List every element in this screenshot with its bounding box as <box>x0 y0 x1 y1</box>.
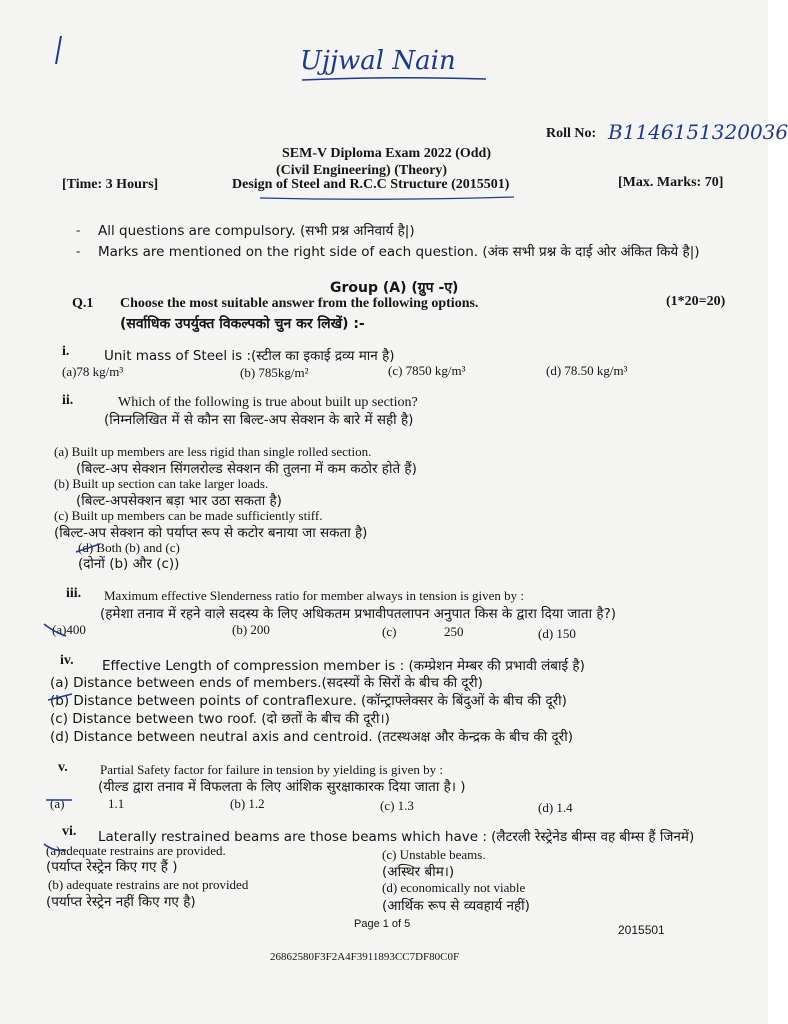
max-marks: [Max. Marks: 70] <box>618 175 724 190</box>
question-number: Q.1 <box>72 296 94 311</box>
sub-question-number: i. <box>62 344 70 359</box>
subject-title: Design of Steel and R.C.C Structure (2015501) <box>232 177 510 192</box>
option-a-hindi: (पर्याप्त रेस्ट्रेन किए गए हैं ) <box>46 859 178 875</box>
question-marks: (1*20=20) <box>666 294 726 309</box>
option-c: (c) Built up members can be made sufficiently stiff. <box>54 508 323 523</box>
option-a: (a) Distance between ends of members.(सदस्यों के सिरों के बीच की दूरी) <box>50 675 483 691</box>
sub-question-number: v. <box>58 760 68 775</box>
option-d: (d) 1.4 <box>538 800 573 815</box>
option-a-hindi: (बिल्ट-अप सेक्शन सिंगलरोल्ड सेक्शन की तुलना में कम कठोर होते हैं) <box>76 461 417 477</box>
option-d: (d) 78.50 kg/m³ <box>546 363 628 378</box>
sub-question-hindi: (निम्नलिखित में से कौन सा बिल्ट-अप सेक्शन के बारे में सही है) <box>104 412 414 428</box>
question-hindi: (सर्वाधिक उपर्युक्त विकल्पको चुन कर लिखें) :- <box>120 316 365 332</box>
option-c: (c) 1.3 <box>380 798 414 813</box>
option-a-value: 1.1 <box>108 796 125 811</box>
group-heading: Group (A) (ग्रुप -ए) <box>330 280 459 296</box>
handwritten-name: Ujjwal Nain <box>300 46 456 76</box>
question-text: Choose the most suitable answer from the following options. <box>120 296 479 311</box>
name-underline <box>300 74 490 84</box>
option-c: (c) 7850 kg/m³ <box>388 363 466 378</box>
option-c-value: 250 <box>444 624 464 639</box>
exam-title: SEM-V Diploma Exam 2022 (Odd) <box>282 146 491 161</box>
page-number: Page 1 of 5 <box>354 918 411 930</box>
option-d: (d) 150 <box>538 626 576 641</box>
option-d: (d) economically not viable <box>382 880 526 895</box>
option-d-hindi: (दोनों (b) और (c)) <box>78 556 180 572</box>
option-b: (b) 785kg/m² <box>240 365 309 380</box>
option-b-hindi: (बिल्ट-अपसेक्शन बड़ा भार उठा सकता है) <box>76 493 282 509</box>
paper-hash: 26862580F3F2A4F3911893CC7DF80C0F <box>270 951 460 963</box>
sub-question-hindi: (यील्ड द्वारा तनाव में विफलता के लिए आंशिक सुरक्षाकारक दिया जाता है। ) <box>98 779 466 795</box>
roll-label: Roll No: <box>546 126 597 141</box>
option-c: (c) Unstable beams. <box>382 847 486 862</box>
option-a: (a) <box>50 796 65 811</box>
sub-question-number: iii. <box>66 586 82 601</box>
option-c: (c) Distance between two roof. (दो छतों के बीच की दूरी।) <box>50 711 390 727</box>
answer-tick-mark <box>40 618 70 640</box>
handwritten-mark <box>50 34 68 68</box>
answer-tick-mark <box>74 540 104 556</box>
option-c-hindi: (अस्थिर बीम।) <box>382 864 455 880</box>
sub-question-text: Partial Safety factor for failure in tension by yielding is given by : <box>100 762 443 777</box>
branch: (Civil Engineering) (Theory) <box>276 163 448 178</box>
option-a: (a) Built up members are less rigid than single rolled section. <box>54 444 372 459</box>
instruction-text: All questions are compulsory. (सभी प्रश्न अनिवार्य है|) <box>98 223 415 239</box>
time-info: [Time: 3 Hours] <box>62 177 159 192</box>
option-a: (a)78 kg/m³ <box>62 364 124 379</box>
sub-question-text: Laterally restrained beams are those beams which have : (लैटरली रेस्ट्रेनेड बीम्स वह बीम्स हैं जिनमें) <box>98 829 695 845</box>
sub-question-number: vi. <box>62 824 77 839</box>
sub-question-number: ii. <box>62 393 74 408</box>
sub-question-number: iv. <box>60 653 74 668</box>
option-d: (d) Distance between neutral axis and centroid. (तटस्थअक्ष और केन्द्रक के बीच की दूरी) <box>50 729 573 745</box>
sub-question-text: Maximum effective Slenderness ratio for member always in tension is given by : <box>104 588 524 603</box>
option-a: (a)adequate restrains are provided. <box>46 843 226 858</box>
option-a: (a)400 <box>52 622 86 637</box>
subject-underline <box>258 194 518 202</box>
option-b-hindi: (पर्याप्त रेस्ट्रेन नहीं किए गए है) <box>46 894 196 910</box>
instruction-bullet: - <box>76 243 81 258</box>
option-b: (b) 1.2 <box>230 796 265 811</box>
option-b: (b) adequate restrains are not provided <box>48 877 249 892</box>
option-c: (c) <box>382 624 397 639</box>
option-b: (b) 200 <box>232 622 270 637</box>
sub-question-hindi: (हमेशा तनाव में रहने वाले सदस्य के लिए अधिकतम प्रभावीपतलापन अनुपात किस के द्वारा दिया जाता है?) <box>100 606 616 622</box>
subject-code: 2015501 <box>618 923 665 937</box>
sub-question-text: Effective Length of compression member is : (कम्प्रेशन मेम्बर की प्रभावी लंबाई है) <box>102 658 585 674</box>
roll-number-handwritten: B1146151320036 <box>608 120 788 144</box>
instruction-bullet: - <box>76 222 81 237</box>
option-b: (b) Distance between points of contraflexure. (कॉन्ट्राफ्लेक्सर के बिंदुओं के बीच की दूरी) <box>50 693 567 709</box>
option-c-hindi: (बिल्ट-अप सेक्शन को पर्याप्त रूप से कटोर बनाया जा सकता है) <box>54 525 368 541</box>
answer-tick-mark <box>44 792 74 808</box>
option-b: (b) Built up section can take larger loads. <box>54 476 269 491</box>
sub-question-text: Unit mass of Steel is :(स्टील का इकाई द्रव्य मान है) <box>104 348 395 364</box>
answer-tick-mark <box>40 840 70 856</box>
option-d: (d) Both (b) and (c) <box>78 540 180 555</box>
option-d-hindi: (आर्थिक रूप से व्यवहार्य नहीं) <box>382 898 530 914</box>
sub-question-text: Which of the following is true about built up section? <box>118 395 418 410</box>
answer-tick-mark <box>46 690 76 706</box>
instruction-text: Marks are mentioned on the right side of each question. (अंक सभी प्रश्न के दाई ओर अंकित किये है|) <box>98 244 700 260</box>
